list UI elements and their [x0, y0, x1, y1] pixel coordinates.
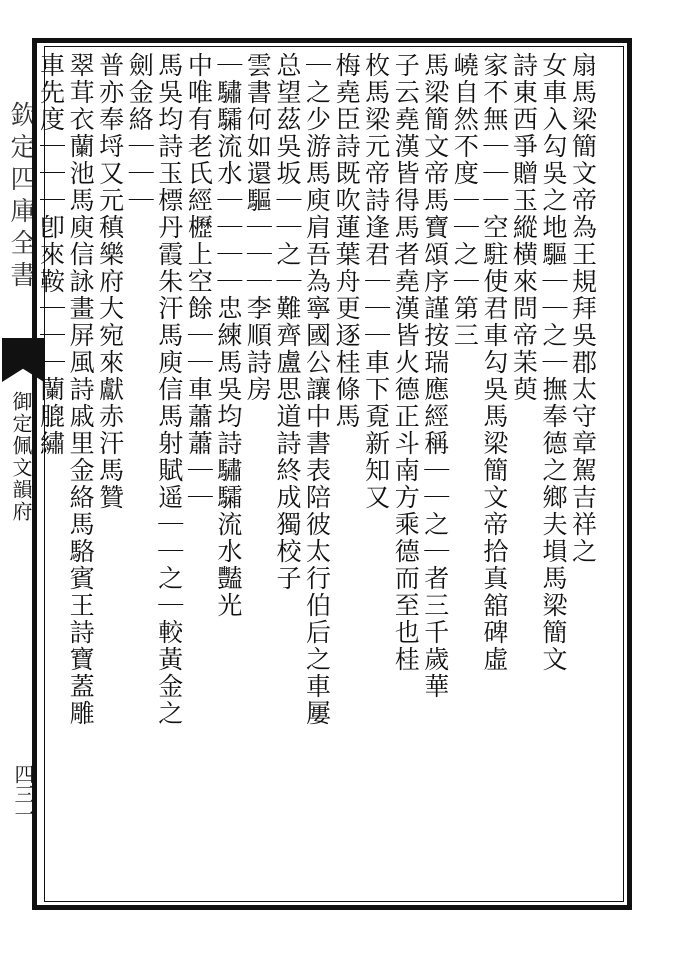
- text-column: 詩東西爭贈玉縱横來問帝苿萸: [509, 52, 539, 403]
- text-column: ｜驌驦流水｜｜｜｜忠練馬吳均詩驌驦流水豔光: [213, 52, 243, 619]
- text-column: 嶢自然不度｜｜之｜第三: [450, 52, 480, 349]
- text-column: 劍金絡｜｜｜: [125, 52, 155, 214]
- text-column: 女車入勾吳之地驅｜｜之｜撫奉德之鄉夫塤馬梁簡文: [538, 52, 568, 673]
- text-column: 馬吳均詩玉標丹霞朱汗馬庾信馬射賦遥｜｜之｜較黃金之: [154, 52, 184, 727]
- text-column: 子云堯漢皆得馬者堯漢皆火德正斗南方乘德而至也桂: [391, 52, 421, 673]
- text-column: 家不無｜｜｜空駐使君車勾吳馬梁簡文帝拾真舘碑虛: [479, 52, 509, 673]
- text-column: 总望茲吳坂｜｜之｜難齊盧思道詩終成獨校子: [272, 52, 302, 592]
- text-column: 雲書何如還驅｜｜｜李順詩房: [243, 52, 273, 403]
- running-header: 欽定四庫全書: [6, 101, 36, 293]
- text-column: 翠茸衣蘭池馬庾信詠畫屏風詩戚里金絡馬駱賓王詩寶蓋雕: [66, 52, 96, 727]
- text-column: 中唯有老氏經櫪上空餘｜｜車蕭蕭｜｜: [184, 52, 214, 511]
- text-column: 馬梁簡文帝馬寶頌序謹按瑞應經稱｜｜之｜者三千歲華: [420, 52, 450, 700]
- text-column: 枚馬梁元帝詩逢君｜｜｜車下覔新知又: [361, 52, 391, 511]
- text-column: 扇馬梁簡文帝為王規拜吳郡太守章駕吉祥之: [568, 52, 598, 565]
- page-number: 四三一: [11, 764, 35, 824]
- book-title: 御定佩文韻府: [9, 391, 33, 523]
- text-column: ｜之少游馬庾肩吾為寧國公讓中書表陪彼太行伯后之車屢: [302, 52, 332, 727]
- text-column: 梅堯臣詩既吹蓮葉舟更逐桂條馬: [332, 52, 362, 430]
- text-column: 普亦奉埒又元稹樂府大宛來獻赤汗馬贊: [95, 52, 125, 511]
- text-column: 車先度｜｜｜卽來鞍｜｜｜蘭膍繡: [36, 52, 66, 457]
